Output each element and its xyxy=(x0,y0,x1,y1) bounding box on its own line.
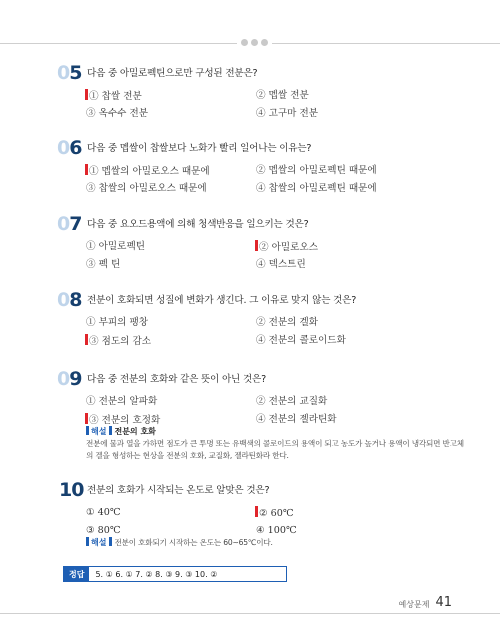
question-text: 다음 중 전분의 호화와 같은 뜻이 아닌 것은? xyxy=(87,374,266,385)
question-number: 05 xyxy=(57,62,82,84)
question-number: 06 xyxy=(57,137,82,159)
bottom-divider xyxy=(0,613,500,614)
option-2[interactable]: ② 전분의 교질화 xyxy=(256,396,328,407)
option-1[interactable]: ① 아밀로펙틴 xyxy=(86,241,145,252)
option-2[interactable]: ② 전분의 겔화 xyxy=(256,317,319,328)
option-3[interactable]: ③ 옥수수 전분 xyxy=(86,108,149,119)
question-7 xyxy=(57,213,463,274)
question-text: 전분의 호화가 시작되는 온도로 알맞은 것은? xyxy=(87,485,270,496)
top-dots-ornament xyxy=(237,39,272,46)
option-3[interactable]: ③ 펙 틴 xyxy=(86,259,121,270)
option-1[interactable]: ① 멥쌀의 아밀로오스 때문에 xyxy=(86,164,210,179)
question-9 xyxy=(57,368,463,429)
explanation-title: 전분의 호화 xyxy=(114,427,156,436)
option-4[interactable]: ④ 고구마 전분 xyxy=(256,108,319,119)
answer-key-text: 5. ① 6. ① 7. ② 8. ③ 9. ③ 10. ② xyxy=(95,569,218,579)
explanation-marker xyxy=(109,537,112,546)
option-1[interactable]: ① 부피의 팽창 xyxy=(86,317,149,328)
explanation-text: 전분이 호화되기 시작하는 온도는 60~65℃이다. xyxy=(114,538,273,547)
option-4[interactable]: ④ 덱스트린 xyxy=(256,259,306,270)
explanation-marker xyxy=(86,537,89,546)
question-5 xyxy=(57,62,463,123)
option-2[interactable]: ② 60℃ xyxy=(256,506,294,521)
option-4[interactable]: ④ 찹쌀의 아밀로펙틴 때문에 xyxy=(256,183,377,194)
section-label: 예상문제 xyxy=(398,600,430,609)
page-number: 41 xyxy=(435,595,452,610)
question-text: 다음 중 아밀로펙틴으로만 구성된 전분은? xyxy=(87,68,258,79)
option-1[interactable]: ① 찹쌀 전분 xyxy=(86,89,142,104)
explanation-9 xyxy=(86,423,470,462)
answer-mark xyxy=(85,89,88,100)
question-number: 09 xyxy=(57,368,82,390)
page-footer xyxy=(399,595,452,610)
question-8 xyxy=(57,289,463,350)
option-1[interactable]: ① 전분의 알파화 xyxy=(86,396,158,407)
question-text: 다음 중 요오드용액에 의해 청색반응을 일으키는 것은? xyxy=(87,219,309,230)
option-2[interactable]: ② 멥쌀 전분 xyxy=(256,90,309,101)
answer-key-label: 정답 xyxy=(64,567,89,581)
question-number: 07 xyxy=(57,213,82,235)
explanation-text: 전분에 물과 열을 가하면 점도가 큰 투명 또는 유백색의 콜로이드의 용액이 되고 농도가 높거나 용액이 냉각되면 반고체의 겔을 형성하는 현상을 전분의 호화, 교질화, 젤라틴화라 한다. xyxy=(86,439,464,460)
option-1[interactable]: ① 40℃ xyxy=(86,507,121,518)
explanation-marker xyxy=(86,426,89,435)
answer-mark xyxy=(85,334,88,345)
explanation-10 xyxy=(86,530,470,549)
option-2[interactable]: ② 멥쌀의 아밀로펙틴 때문에 xyxy=(256,165,377,176)
question-number: 10 xyxy=(59,479,84,501)
option-4[interactable]: ④ 전분의 젤라틴화 xyxy=(256,414,337,425)
answer-mark xyxy=(85,164,88,175)
option-3[interactable]: ③ 전분의 호정화 xyxy=(86,413,160,428)
option-3[interactable]: ③ 찹쌀의 아밀로오스 때문에 xyxy=(86,183,207,194)
answer-mark xyxy=(255,240,258,251)
answer-key xyxy=(63,566,287,582)
explanation-label: 해설 xyxy=(91,538,107,547)
answer-mark xyxy=(255,506,258,517)
explanation-label: 해설 xyxy=(91,427,107,436)
option-4[interactable]: ④ 전분의 콜로이드화 xyxy=(256,335,346,346)
option-4[interactable]: ④ 100℃ xyxy=(256,525,297,536)
explanation-marker xyxy=(109,426,112,435)
question-number: 08 xyxy=(57,289,82,311)
option-3[interactable]: ③ 80℃ xyxy=(86,525,121,536)
question-text: 전분이 호화되면 성질에 변화가 생긴다. 그 이유로 맞지 않는 것은? xyxy=(87,295,357,306)
question-text: 다음 중 멥쌀이 찹쌀보다 노화가 빨리 일어나는 이유는? xyxy=(87,143,312,154)
option-2[interactable]: ② 아밀로오스 xyxy=(256,240,318,255)
option-3[interactable]: ③ 점도의 감소 xyxy=(86,334,151,349)
question-6 xyxy=(57,137,463,198)
